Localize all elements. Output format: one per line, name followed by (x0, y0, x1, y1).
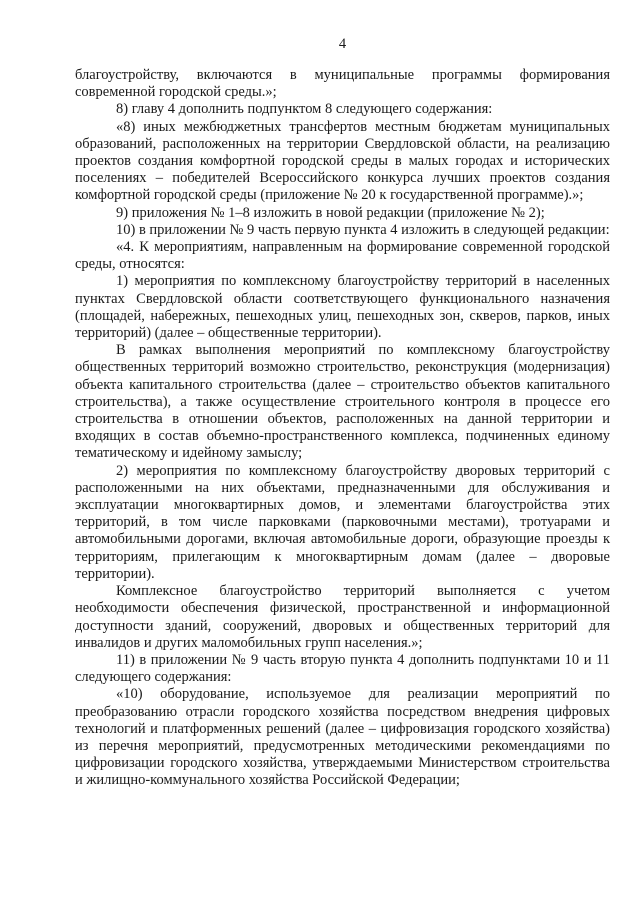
paragraph-item-8: 8) главу 4 дополнить подпунктом 8 следующего содержания: (116, 101, 493, 118)
paragraph-continuation: благоустройству, включаются в муниципальные программы формирования современной городской среды.»; (75, 67, 610, 101)
paragraph-clause-4-1-detail: В рамках выполнения мероприятий по комплексному благоустройству общественных территорий возможно строительство, реконструкция (модернизация) объекта капитального строительства (далее – строительство объектов капитального строительства), а также осуществление строительного контроля в процессе его строительства в отношении объектов, расположенных на данной территории и входящих в состав объемно-пространственного комплекса, подчиненных единому тематическому и идейному замыслу; (75, 342, 610, 462)
paragraph-clause-4-intro: «4. К мероприятиям, направленным на формирование современной городской среды, относятся: (75, 239, 610, 273)
paragraph-item-10: 10) в приложении № 9 часть первую пункта 4 изложить в следующей редакции: (116, 221, 610, 238)
paragraph-clause-4-2: 2) мероприятия по комплексному благоустройству дворовых территорий с расположенными на них объектами, предназначенными для обслуживания и эксплуатации многоквартирных домов, и элементами благоустройства этих территорий, в том числе парковками (парковочными местами), тротуарами и автомобильными дорогами, включая автомобильные дороги, образующие проезды к территориям, прилегающим к многоквартирным домам (далее – дворовые территории). (75, 462, 610, 582)
paragraph-subitem-8-text: «8) иных межбюджетных трансфертов местным бюджетам муниципальных образований, расположенных на территории Свердловской области, на реализацию проектов создания комфортной городской среды в малых городах и исторических поселениях – победителей Всероссийского конкурса лучших проектов создания комфортной городской среды (приложение № 20 к государственной программе).»; (75, 118, 610, 204)
page-number: 4 (338, 36, 347, 52)
paragraph-clause-4-1: 1) мероприятия по комплексному благоустройству территорий в населенных пунктах Свердловской области соответствующего функционального назначения (площадей, набережных, пешеходных улиц, пешеходных зон, скверов, парков, иных территорий) (далее – общественные территории). (75, 273, 610, 342)
paragraph-item-11: 11) в приложении № 9 часть вторую пункта 4 дополнить подпунктами 10 и 11 следующего содержания: (75, 651, 610, 686)
document-body (75, 67, 610, 790)
paragraph-item-9: 9) приложения № 1–8 изложить в новой редакции (приложение № 2); (116, 204, 545, 221)
paragraph-subitem-10-text: «10) оборудование, используемое для реализации мероприятий по преобразованию отрасли городского хозяйства посредством внедрения цифровых технологий и платформенных решений (далее – цифровизация городского хозяйства) из перечня мероприятий, предусмотренных методическими рекомендациями по цифровизации городского хозяйства, утверждаемыми Министерством строительства и жилищно-коммунального хозяйства Российской Федерации; (75, 686, 610, 789)
paragraph-accessibility: Комплексное благоустройство территорий выполняется с учетом необходимости обеспечения физической, пространственной и информационной доступности зданий, сооружений, дворовых и общественных территорий для инвалидов и других маломобильных групп населения.»; (75, 583, 610, 651)
